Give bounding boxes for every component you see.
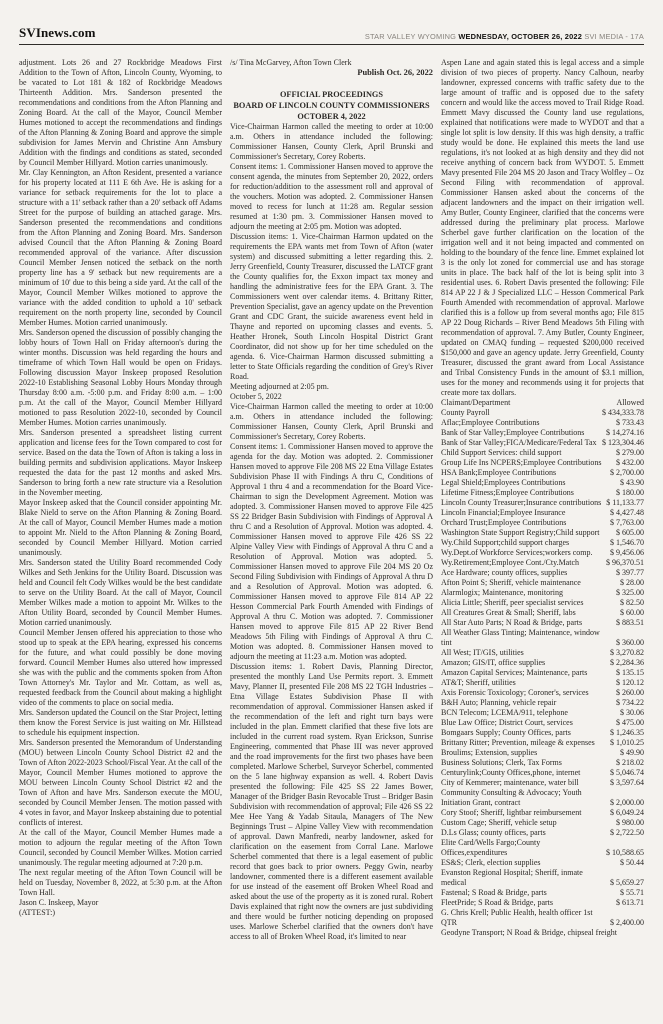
paragraph: Mrs. Sanderson presented a spreadsheet listing current application and license fees for the Town compared to cost for service. Based on the data the Town of Afton is taking a loss in building permits and subdivision applications. Mayor Inskeep requested the data for the past 12 months and asked Mrs. Sanderson to bring forth a new rate structure via a Resolution in the November meeting. xyxy=(19,428,222,497)
claim-amount: $ 180.00 xyxy=(616,488,644,497)
masthead xyxy=(19,25,644,41)
claim-claimant: Afton Point S; Sheriff, vehicle maintenance xyxy=(441,578,581,587)
heading-line: BOARD OF LINCOLN COUNTY COMMISSIONERS xyxy=(233,101,430,110)
claim-claimant: ES&S; Clerk, election supplies xyxy=(441,858,541,867)
claim-amount: $ 1,546.70 xyxy=(610,538,644,547)
paragraph: Mrs. Sanderson presented the Memorandum of Understanding (MOU) between Lincoln County School District #2 and the Town of Afton 2022-2023 School/Fiscal Year. At the call of the Mayor, Council Member Humes motioned to approve the MOU between Lincoln County School District #2 and the Town of Afton and have Mrs. Sanderson execute the MOU, seconded by Council Member Jensen. The motion passed with 4 votes in favor, and Mayor Inskeep abstaining due to potential conflicts of interest. xyxy=(19,738,222,827)
claim-amount: $ 14,274.16 xyxy=(606,428,644,437)
article-columns xyxy=(19,58,644,942)
paragraph: Vice-Chairman Harmon called the meeting to order at 10:00 a.m. Others in attendance included the following: Commissioner Hansen, County Clerk, April Brunski and Commissioner's Secretary, Corey Roberts. xyxy=(230,402,433,441)
claim-claimant: Community Consulting & Advocacy; Youth Initiation Grant, contract xyxy=(441,788,582,807)
claim-row xyxy=(441,678,644,688)
claim-amount: $ 96,370.51 xyxy=(606,558,644,567)
claim-row xyxy=(441,468,644,478)
claim-amount: $ 5,046.74 xyxy=(610,768,644,777)
claim-row xyxy=(441,768,644,778)
claim-claimant: County Payroll xyxy=(441,408,490,417)
paragraph: Mrs. Sanderson updated the Council on the Star Project, letting them know the Forest Service is just waiting on Mr. Hillstead to schedule his equipment inspection. xyxy=(19,708,222,737)
claim-claimant: All Weather Glass Tinting; Maintenance, window tint xyxy=(441,628,600,647)
claim-amount: $ 28.00 xyxy=(620,578,644,587)
heading-line: OFFICIAL PROCEEDINGS xyxy=(279,90,384,99)
claim-claimant: All West; IT/GIS, utilities xyxy=(441,648,524,657)
claim-claimant: Lincoln County Treasurer;Insurance contributions xyxy=(441,498,602,507)
paragraph: Mrs. Sanderson opened the discussion of possibly changing the lobby hours of Town Hall on Friday afternoon's during the winter months. Discussion was held regarding the hours and timeframe of which Town Hall would be open on Fridays. Following discussion Mayor Inskeep proposed Resolution 2022-10 Establishing Seasonal Lobby Hours Monday through Thursday 8:00 a.m. -5:00 p.m. and Friday 8:00 a.m. – 1:00 p.m. At the call of the Mayor, Council Member Hillyard motioned to pass Resolution 2022-10, seconded by Council Member Humes. Motion carries unanimously. xyxy=(19,328,222,427)
claims-header-claimant: Claimant/Department xyxy=(441,398,511,407)
claim-claimant: Bank of Star Valley;FICA/Medicare/Federal Tax xyxy=(441,438,597,447)
claim-amount: $ 3,270.82 xyxy=(610,648,644,657)
claim-amount: $ 475.00 xyxy=(616,718,644,727)
claim-row xyxy=(441,628,644,648)
column-2 xyxy=(230,58,433,942)
claim-row xyxy=(441,578,644,588)
claim-amount: $ 733.43 xyxy=(616,418,644,427)
issue-date: WEDNESDAY, OCTOBER 26, 2022 xyxy=(458,32,583,41)
claim-amount: $ 605.00 xyxy=(616,528,644,537)
claim-row xyxy=(441,588,644,598)
paragraph: October 5, 2022 xyxy=(230,392,282,401)
claim-claimant: Amazon; GIS/IT, office supplies xyxy=(441,658,546,667)
claim-amount: $ 325.00 xyxy=(616,588,644,597)
claim-row xyxy=(441,618,644,628)
claim-row xyxy=(441,658,644,668)
claim-amount: $ 50.44 xyxy=(620,858,644,867)
claim-amount: $ 55.71 xyxy=(620,888,644,897)
claim-row xyxy=(441,808,644,818)
paragraph: Meeting adjourned at 2:05 pm. xyxy=(230,382,329,391)
claim-claimant: Child Support Services: child support xyxy=(441,448,562,457)
claim-amount: $ 3,597.64 xyxy=(610,778,644,787)
paragraph: The next regular meeting of the Afton Town Council will be held on Tuesday, November 8, 2022, at 5:30 p.m. at the Afton Town Hall. xyxy=(19,868,222,897)
claim-amount: $ 734.22 xyxy=(616,698,644,707)
claims-header-allowed: Allowed xyxy=(616,398,644,407)
claim-row xyxy=(441,888,644,898)
claim-claimant: Geodyne Transport; N Road & Bridge, chipseal freight xyxy=(441,928,617,937)
claim-claimant: Bank of Star Valley;Employee Contributions xyxy=(441,428,585,437)
claim-row xyxy=(441,548,644,558)
claim-amount: $ 2,722.50 xyxy=(610,828,644,837)
paragraph: Mayor Inskeep asked that the Council consider appointing Mr. Blake Nield to serve on the Afton Planning & Zoning Board. At the call of Mayor, Council Member Humes made a motion to appoint Mr. Nield to the Afton Planning & Zoning Board, seconded by Council Member Hillyard. Motion carried unanimously. xyxy=(19,498,222,557)
claim-amount: $ 7,763.00 xyxy=(610,518,644,527)
claim-claimant: G. Chris Krell; Public Health, health officer 1st QTR xyxy=(441,908,593,927)
claim-claimant: Wy.Child Support;child support charges xyxy=(441,538,570,547)
claim-claimant: Cory Stoof; Sheriff, lightbar reimbursement xyxy=(441,808,582,817)
claim-claimant: Custom Cage; Sheriff, vehicle setup xyxy=(441,818,557,827)
claim-amount: $ 10,588.65 xyxy=(606,848,644,857)
claim-amount: $ 120.12 xyxy=(616,678,644,687)
claim-claimant: Fastenal; S Road & Bridge, parts xyxy=(441,888,547,897)
claim-claimant: BCN Telecom; LCEMA/911, telephone xyxy=(441,708,568,717)
claim-claimant: Evanston Regional Hospital; Sheriff, inmate medical xyxy=(441,868,583,887)
claim-row xyxy=(441,688,644,698)
column-3 xyxy=(441,58,644,942)
claim-claimant: Broulims; Extension, supplies xyxy=(441,748,538,757)
claim-row xyxy=(441,608,644,618)
claim-claimant: Alicia Little; Sheriff, peer specialist services xyxy=(441,598,584,607)
claim-row xyxy=(441,758,644,768)
paragraph: adjustment. Lots 26 and 27 Rockbridge Meadows First Addition to the Town of Afton, Lincoln County, Wyoming, to be vacated to Lot 181 & 182 of Rockbridge Meadows Thirteenth Addition. Mrs. Sanderson presented the recommendations and conditions from the Afton Planning and Zoning Board. At the call of the Mayor, Council Member Humes motioned to accept the recommendations and findings of the Afton Planning & Zoning Board and approve the simple subdivision for James Mervin and Christine Ann Amsbury Addition with the findings and conditions as stated, seconded by Council Member Hillyard. Motion carries unanimously. xyxy=(19,58,222,167)
column-2-body xyxy=(230,122,433,942)
claim-amount: $ 4,427.48 xyxy=(610,508,644,517)
claim-amount: $ 30.06 xyxy=(620,708,644,717)
claim-claimant: Business Solutions; Clerk, Tax Forms xyxy=(441,758,562,767)
paragraph: Discussion items: 1. Vice-Chairman Harmon updated on the requirements the EPA wants met from Town of Afton (water system) and discussed submitting a letter regarding this. 2. Jerry Greenfield, County Treasurer, discussed the LATCF grant the County qualifies for, the Exxon impact tax money and handling the administrative fees for the EPA Grant. 3. The Commissioners went over calendar items. 4. Brittany Ritter, Prevention Specialist, gave an agency update on the Prevention Grant and CDC Grant, the suicide awareness event held in Thayne and reported on upcoming classes and events. 5. Heather Hronek, South Lincoln Hospital District Grant Coordinator, did not show up for her time scheduled on the agenda. 6. Vice-Chairman Harmon discussed submitting a letter to State Officials regarding the condition of Grey's River Road. xyxy=(230,232,433,381)
claim-row xyxy=(441,898,644,908)
clerk-signature: /s/ Tina McGarvey, Afton Town Clerk xyxy=(230,58,352,67)
claim-amount: $ 11,133.77 xyxy=(606,498,644,507)
claim-row xyxy=(441,568,644,578)
claim-claimant: Brittany Ritter; Prevention, mileage & expenses xyxy=(441,738,595,747)
claim-amount: $ 980.00 xyxy=(616,818,644,827)
paragraph: Consent items: 1. Commissioner Hansen moved to approve the consent agenda, the minutes from September 20, 2022, orders for reduction/addition to the assessment roll and approval of the vouchers. Motion was adopted. 2. Commissioner Hansen moved to recess for lunch at 11:28 am. Regular session resumed at 1:30 pm. 3. Commissioner Hansen moved to adjourn the meeting at 2:05 pm. Motion was adopted. xyxy=(230,162,433,231)
column-3-body xyxy=(441,58,644,398)
claim-row xyxy=(441,838,644,858)
claim-claimant: B&H Auto; Planning, vehicle repair xyxy=(441,698,557,707)
claim-claimant: Lifetime Fitness;Employee Contributions xyxy=(441,488,574,497)
paragraph: (ATTEST:) xyxy=(19,908,56,917)
claim-claimant: AT&T; Sheriff, utilities xyxy=(441,678,516,687)
claim-row xyxy=(441,858,644,868)
claim-claimant: Orchard Trust;Employee Contributions xyxy=(441,518,567,527)
claim-claimant: Aflac;Employee Contributions xyxy=(441,418,540,427)
claim-row xyxy=(441,428,644,438)
claim-claimant: Legal Shield;Employees Contributions xyxy=(441,478,566,487)
claim-amount: $ 1,246.35 xyxy=(610,728,644,737)
claim-row xyxy=(441,908,644,928)
claim-amount: $ 60.00 xyxy=(620,608,644,617)
claim-claimant: Elite Card/Wells Fargo;County Offices,expenditures xyxy=(441,838,541,857)
claim-row xyxy=(441,478,644,488)
paragraph: Jason C. Inskeep, Mayor xyxy=(19,898,99,907)
claim-row xyxy=(441,708,644,718)
claim-amount: $ 9,456.06 xyxy=(610,548,644,557)
claim-row xyxy=(441,788,644,808)
claims-list xyxy=(441,408,644,938)
claim-row xyxy=(441,528,644,538)
claim-row xyxy=(441,458,644,468)
claim-claimant: Centurylink;County Offices,phone, internet xyxy=(441,768,581,777)
claim-claimant: Lincoln Financial;Employee Insurance xyxy=(441,508,566,517)
claim-row xyxy=(441,698,644,708)
claim-row xyxy=(441,538,644,548)
masthead-rule xyxy=(19,44,644,45)
claim-row xyxy=(441,558,644,568)
issue-line xyxy=(365,32,644,41)
claim-claimant: Blue Law Office; District Court, services xyxy=(441,718,573,727)
claim-row xyxy=(441,748,644,758)
claim-row xyxy=(441,728,644,738)
claim-amount: $ 2,000.00 xyxy=(610,798,644,807)
claim-row xyxy=(441,868,644,888)
claim-row xyxy=(441,408,644,418)
claim-amount: $ 397.77 xyxy=(616,568,644,577)
claims-header-row xyxy=(441,398,644,408)
claim-amount: $ 5,659.27 xyxy=(610,878,644,887)
claim-claimant: All Star Auto Parts; N Road & Bridge, parts xyxy=(441,618,583,627)
claim-amount: $ 2,400.00 xyxy=(610,918,644,927)
claim-row xyxy=(441,648,644,658)
claim-row xyxy=(441,928,644,938)
claim-row xyxy=(441,498,644,508)
paragraph: Council Member Jensen offered his appreciation to those who stood up to speak at the EPA hearing, expressed his concerns for the future, and what could possibly be done moving forward. Council Member Humes also uttered how impressed she was with the public and the comments spoken from Afton Town Attorney's Mr. Taylor and Mr. Cottam, as well as, requested feedback from the Council about making a highlight video of the comments to place on social media. xyxy=(19,628,222,707)
claim-row xyxy=(441,818,644,828)
claim-amount: $ 432.00 xyxy=(616,458,644,467)
claim-amount: $ 218.02 xyxy=(616,758,644,767)
claim-amount: $ 43.90 xyxy=(620,478,644,487)
claim-row xyxy=(441,438,644,448)
claim-row xyxy=(441,418,644,428)
column-1 xyxy=(19,58,222,942)
claim-row xyxy=(441,718,644,728)
paragraph: Discussion items: 1. Robert Davis, Planning Director, presented the monthly Land Use Permits report. 3. Emmett Mavy, Planner II, presented File 208 MS 22 TGH Industries – Etna Village Estates Subdivision Phase II with recommendation of approval. Commissioner Hansen asked if the recommendation of the left and right turn bays were included in the plan. Emmett clarified that these five lots are included in the current road system. Ryan Erickson, Sunrise Engineering, commented that Phase III was never approved and the road improvements for the first two phases have been completed. Marlowe Scherbel, Surveyor Scherbel, commented on the 5 lane highway expansion as well. 4. Robert Davis presented the following: File 425 SS 22 James Bower, Manager of the Bridger Basin Revocable Trust – Bridger Basin Subdivision with recommendation of approval; File 426 SS 22 Mee Hee Yang & Yadab Sitaula, Managers of The New Beginnings Trust – Alpine Valley View with recommendation of approval. Dawn Manfredi, nearby landowner, asked for clarification on the easement from Corral Lane. Marlowe Scherbel commented that there is a legal easement of public record that goes back to prior owners. Peggy Gwin, nearby landowner, commented there is a different easement available for use instead of the easement off Broken Wheel Road and asked about the use of the property as it is zoned rural. Robert Davis explained that right now the owners are just subdividing and there would be further noticing depending on proposed uses. Marlowe Scherbel clarified that the owners don't have access to all of Broken Wheel Road, it's limited to near xyxy=(230,662,433,941)
claim-claimant: HSA Bank;Employee Contributions xyxy=(441,468,557,477)
claim-amount: $ 123,304.46 xyxy=(602,438,644,447)
claim-row xyxy=(441,488,644,498)
claim-amount: $ 360.00 xyxy=(616,638,644,647)
claim-row xyxy=(441,518,644,528)
claim-amount: $ 135.15 xyxy=(616,668,644,677)
paragraph: Aspen Lane and again stated this is legal access and a simple division of two pieces of property. Nancy Calhoun, nearby landowner, expressed concerns with traffic safety due to the large amount of traffic and is opposed due to the safety concern and would like the access moved to Trail Ridge Road. Emmett Mavy discussed the County land use regulations, explained that notifications were made to WYDOT and that a single lot split is low density. If this was high density, a traffic study would be done. He explained this meets the land use regulations, it's not looked at as high density and they did not receive anything of concern back from WYDOT. 5. Emmett Mavy presented File 204 MS 20 Jason and Tracy Wolfley – Oz Second Filing with recommendation of approval. Commissioner Hansen asked about the concerns of the adjacent landowners and the impact on their irrigation well. Amy Butler, County Engineer, clarified that the concerns were addressed during the preliminary plat process. Marlowe Scherbel gave further clarification on the location of the irrigation well and it not being impacted and commented on holding to the boundary of the fence line. Emmet explained lot 3 is the only lot zoned for commercial use and has storage units in place. The back half of the lot is being split into 3 residential uses. 6. Robert Davis presented the following: File 814 AP 22 J & J Specialized LLC – Hesson Commerical Park Fourth Amended with recommendation of approval. Marlowe clarified this is a follow up from several months ago; File 815 AP 22 Doug Richards – River Bend Meadows 5th Filing with recommendation of approval. 7. Amy Butler, County Engineer, updated on CMAQ funding – requested $200,000 received $150,000 and gave an agency update. Jerry Greenfield, County Treasurer, discussed the grant award from Local Assistance and Tribal Consistency Funds in the amount of $3.1 million, uses for the money and recommends using it for projects that create more tax dollars. xyxy=(441,58,644,397)
claim-claimant: City of Kemmerer; maintenance, water bill xyxy=(441,778,579,787)
claim-row xyxy=(441,448,644,458)
paragraph: Mrs. Sanderson stated the Utility Board recommended Cody Wilkes and Seth Jenkins for the Utility Board. Discussion was held and Council felt Cody Wilkes would be the best candidate to serve on the Utility Board. At the call of Mayor, Council Member Wilkes made a motion to appoint Mr. Wilkes to the Afton Utility Board, seconded by Council Member Humes. Motion carried unanimously. xyxy=(19,558,222,627)
claim-amount: $ 883.51 xyxy=(616,618,644,627)
claim-amount: $ 2,284.36 xyxy=(610,658,644,667)
site-name: SVInews.com xyxy=(19,25,96,40)
claim-row xyxy=(441,668,644,678)
claim-claimant: Ace Hardware; county offices, supplies xyxy=(441,568,568,577)
claim-claimant: Washington State Support Registry;Child support xyxy=(441,528,600,537)
claim-claimant: Bomgaars Supply; County Offices, parts xyxy=(441,728,571,737)
claim-row xyxy=(441,778,644,788)
claim-claimant: All Creatures Great & Small; Sheriff, labs xyxy=(441,608,576,617)
paragraph: At the call of the Mayor, Council Member Humes made a motion to adjourn the regular meeting of the Afton Town Council, seconded by Council Member Wilkes. Motion carried unanimously. The regular meeting adjourned at 7:20 p.m. xyxy=(19,828,222,867)
claim-claimant: FleetPride; S Road & Bridge, parts xyxy=(441,898,553,907)
claim-amount: $ 260.00 xyxy=(616,688,644,697)
proceedings-heading xyxy=(230,89,433,122)
publish-date-line: Publish Oct. 26, 2022 xyxy=(357,68,433,77)
heading-line: OCTOBER 4, 2022 xyxy=(297,112,366,121)
claim-claimant: Amazon Capital Services; Maintenance, parts xyxy=(441,668,588,677)
claim-amount: $ 82.50 xyxy=(620,598,644,607)
claim-row xyxy=(441,508,644,518)
claim-row xyxy=(441,738,644,748)
paragraph: Mr. Clay Kennington, an Afton Resident, presented a variance for his property located at 111 E 6th Ave. He is asking for a variance for setback requirements for the lot to place a structure with a 11' setback rather than a 20' setback off Adams Street for the purpose of building an attached garage. Mrs. Sanderson presented the recommendations and conditions from the Afton Planning and Zoning Board. Mrs. Sanderson advised Council that the Afton Planning & Zoning Board recommended approval of the variance. After discussion Council Member Jensen noticed the setback on the north property line has a 9' setback but new requirements are a minimum of 10' due to this being a side yard. At the call of the Mayor, Council Member Wilkes motioned to approve the variance with the added condition to uphold a 10' setback requirement on the north property line, seconded by Council Member Humes. Motion carried unanimously. xyxy=(19,168,222,327)
claim-claimant: Wy.Retirement;Employee Cont./Cty.Match xyxy=(441,558,580,567)
paragraph: Vice-Chairman Harmon called the meeting to order at 10:00 a.m. Others in attendance included the following: Commissioner Hansen, County Clerk, April Brunski and Commissioner's Secretary, Corey Roberts. xyxy=(230,122,433,161)
claim-amount: $ 2,700.00 xyxy=(610,468,644,477)
claim-amount: $ 49.90 xyxy=(620,748,644,757)
claim-amount: $ 279.00 xyxy=(616,448,644,457)
claim-amount: $ 434,333.78 xyxy=(602,408,644,417)
claim-claimant: D.Ls Glass; county offices, parts xyxy=(441,828,546,837)
paragraph: Consent items: 1. Commissioner Hansen moved to approve the agenda for the day. Motion was adopted. 2. Commissioner Hansen moved to approve File 208 MS 22 Etna Village Estates Subdivision Phase II with Findings A thru C, Conditions of Approval 1 thru 4 and a recommendation for the Board Vice-Chairman to sign the Development Agreement. Motion was adopted. 3. Commissioner Hansen moved to approve File 425 SS 22 Bridger Basin Subdivision with Findings of Approval A thru C and a Resolution of Approval. Motion was adopted. 4. Commissioner Hansen moved to approve File 426 SS 22 Alpine Valley View with Findings of Approval A thru C and a Resolution of Approval. Motion was adopted. 5. Commissioner Hansen moved to approve File 204 MS 20 Oz Second Filing Subdivision with Findings of Approval A thru D and a Resolution of Approval. Motion was adopted. 6. Commissioner Hansen moved to approve File 814 AP 22 Hesson Commercial Park Fourth Amended with Findings of Approval A thru C. Motion was adopted. 7. Commissioner Hansen moved to approve File 815 AP 22 River Bend Meadows 5th Filing with Findings of Approval A thru C. Motion was adopted. 8. Commissioner Hansen moved to adjourn the meeting at 11:23 a.m. Motion was adopted. xyxy=(230,442,433,661)
issue-location: STAR VALLEY WYOMING xyxy=(364,32,459,41)
claim-claimant: Wy.Dept.of Workforce Services;workers comp. xyxy=(441,548,593,557)
claim-amount: $ 613.71 xyxy=(616,898,644,907)
issue-edition: SVI MEDIA - 17A xyxy=(582,32,644,41)
claim-amount: $ 1,010.25 xyxy=(610,738,644,747)
claim-row xyxy=(441,828,644,838)
claim-claimant: Axis Forensic Toxicology; Coroner's, services xyxy=(441,688,589,697)
claim-claimant: Group Life Ins NCPERS;Employee Contributions xyxy=(441,458,602,467)
claim-amount: $ 6,049.24 xyxy=(610,808,644,817)
claim-claimant: Alarmlogix; Maintenance, monitoring xyxy=(441,588,563,597)
claim-row xyxy=(441,598,644,608)
